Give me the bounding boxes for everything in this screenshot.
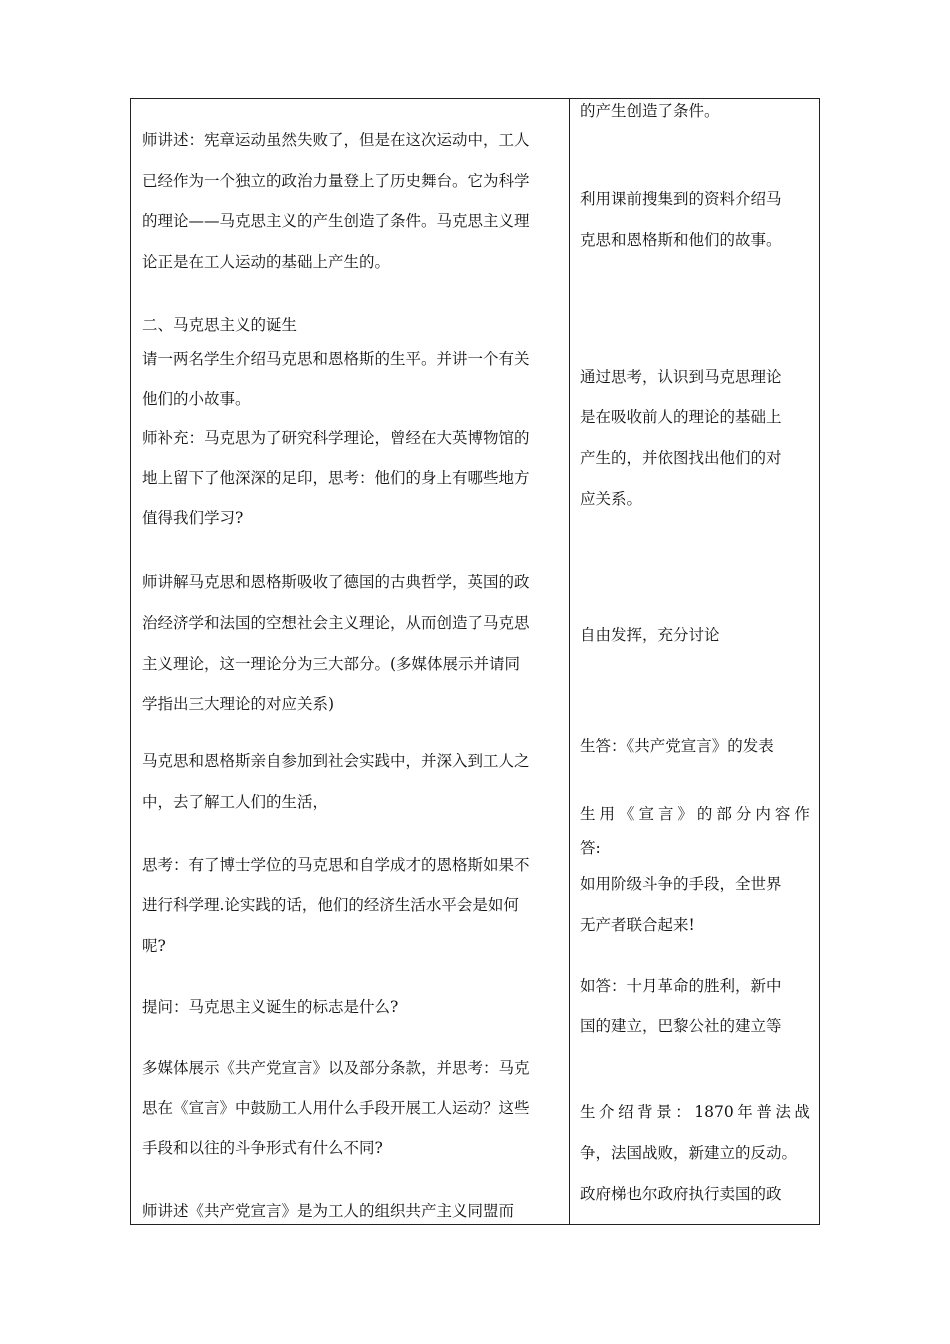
right-text-line: 自由发挥，充分讨论	[580, 626, 720, 644]
right-text-line: 是在吸收前人的理论的基础上	[580, 408, 782, 426]
left-text-line: 手段和以往的斗争形式有什么不同?	[142, 1139, 383, 1157]
glyph: 生	[580, 805, 596, 823]
left-text-line: 提问：马克思主义诞生的标志是什么?	[142, 998, 399, 1016]
left-text-line: 论正是在工人运动的基础上产生的。	[142, 253, 391, 271]
column-divider	[569, 99, 570, 1224]
glyph: 普	[756, 1103, 772, 1121]
left-text-line: 他们的小故事。	[142, 390, 251, 408]
left-text-line: 已经作为一个独立的政治力量登上了历史舞台。它为科学	[142, 172, 530, 190]
glyph: 言	[657, 805, 674, 823]
right-text-line: 国的建立，巴黎公社的建立等	[580, 1017, 782, 1035]
glyph: 背	[637, 1103, 653, 1121]
section-heading: 二、马克思主义的诞生	[142, 316, 298, 334]
left-text-line: 思在《宣言》中鼓励工人用什么手段开展工人运动？这些	[142, 1099, 530, 1117]
glyph: 容	[774, 805, 791, 823]
right-text-line: 的产生创造了条件。	[580, 102, 720, 120]
left-text-line: 师讲述《共产党宣言》是为工人的组织共产主义同盟而	[142, 1202, 515, 1220]
glyph: 内	[755, 805, 771, 823]
right-text-line: 克思和恩格斯和他们的故事。	[580, 231, 782, 249]
glyph: 部	[716, 805, 732, 823]
left-text-line: 地上留下了他深深的足印，思考：他们的身上有哪些地方	[142, 469, 530, 487]
left-text-line: 值得我们学习?	[142, 509, 244, 527]
left-text-line: 师讲述：宪章运动虽然失败了，但是在这次运动中，工人	[142, 131, 530, 149]
glyph: 《	[618, 805, 635, 823]
left-text-line: 师补充：马克思为了研究科学理论，曾经在大英博物馆的	[142, 429, 530, 447]
left-text-line: 中，去了解工人们的生活，	[142, 793, 329, 811]
left-text-line: 马克思和恩格斯亲自参加到社会实践中，并深入到工人之	[142, 752, 530, 770]
right-text-line: 无产者联合起来!	[580, 916, 695, 934]
right-text-line: 如答：十月革命的胜利，新中	[580, 977, 782, 995]
glyph: 法	[775, 1103, 791, 1121]
right-text-line: 如用阶级斗争的手段，全世界	[580, 875, 782, 893]
left-text-line: 主义理论，这一理论分为三大部分。(多媒体展示并请同	[142, 655, 521, 673]
glyph: 战	[794, 1103, 810, 1121]
right-text-line: 通过思考，认识到马克思理论	[580, 368, 782, 386]
right-text-line: 产生的，并依图找出他们的对	[580, 449, 782, 467]
lesson-plan-table	[130, 98, 820, 1225]
glyph: 景	[656, 1103, 672, 1121]
glyph: 年	[737, 1103, 753, 1121]
right-text-line: 利用课前搜集到的资料介绍马	[580, 190, 782, 208]
glyph: 生	[580, 1103, 596, 1121]
glyph: 作	[794, 805, 810, 823]
glyph: ：	[675, 1103, 691, 1121]
left-text-line: 呢?	[142, 937, 166, 955]
glyph: 用	[599, 805, 615, 823]
left-text-line: 的理论——马克思主义的产生创造了条件。马克思主义理	[142, 212, 530, 230]
left-text-line: 学指出三大理论的对应关系)	[142, 695, 335, 713]
left-text-line: 思考：有了博士学位的马克思和自学成才的恩格斯如果不	[142, 856, 530, 874]
right-text-line: 应关系。	[580, 490, 643, 508]
left-text-line: 请一两名学生介绍马克思和恩格斯的生平。并讲一个有关	[142, 350, 530, 368]
right-text-line: 答:	[580, 839, 601, 857]
right-justified-line	[580, 1102, 810, 1122]
glyph: 介	[599, 1103, 615, 1121]
glyph: 的	[696, 805, 713, 823]
glyph: 1870	[694, 1103, 734, 1121]
right-justified-line	[580, 804, 810, 824]
right-text-line: 政府梯也尔政府执行卖国的政	[580, 1185, 782, 1203]
glyph: 绍	[618, 1103, 634, 1121]
left-text-line: 多媒体展示《共产党宣言》以及部分条款，并思考：马克	[142, 1059, 530, 1077]
left-text-line: 进行科学理.论实践的话，他们的经济生活水平会是如何	[142, 896, 519, 914]
glyph: 》	[677, 805, 693, 823]
right-text-line: 争，法国战败，新建立的反动。	[580, 1144, 798, 1162]
right-text-line: 生答：《共产党宣言》的发表	[580, 737, 774, 755]
left-text-line: 治经济学和法国的空想社会主义理论，从而创造了马克思	[142, 614, 530, 632]
left-text-line: 师讲解马克思和恩格斯吸收了德国的古典哲学，英国的政	[142, 573, 530, 591]
glyph: 宣	[638, 805, 654, 823]
glyph: 分	[735, 805, 752, 823]
